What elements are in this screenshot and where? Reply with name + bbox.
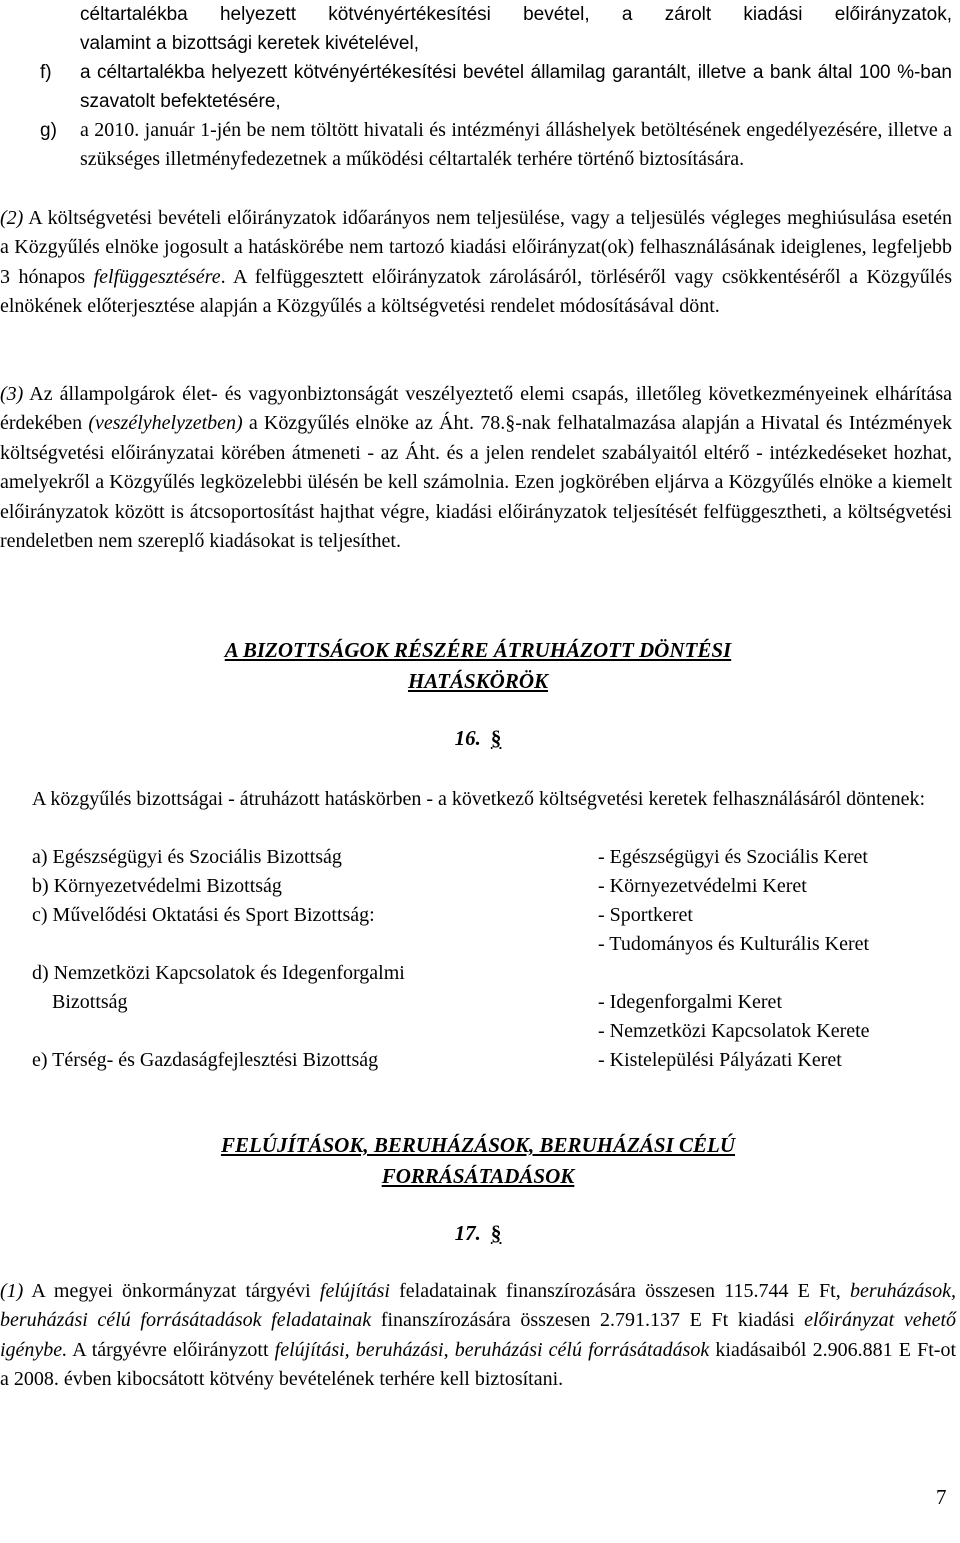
item-marker: g) [40,120,57,141]
item-marker: f) [40,62,52,83]
section-17-paragraph-1 [0,1277,956,1395]
budget-frame-name: - Tudományos és Kulturális Keret [598,933,870,955]
committee-row [32,1017,956,1046]
paragraph-2 [0,204,952,322]
text-segment-italic: felújítási, beruházási [274,1338,444,1361]
heading-line-2: FORRÁSÁTADÁSOK [381,1164,575,1188]
committee-row [32,843,956,872]
committee-row [32,930,956,959]
item-text: a céltartalékba helyezett kötvényértékesítési bevétel államilag garantált, illetve a bank által 100 %-ban szavatolt befektetésére, [80,62,952,113]
paragraph-text-a: A költségvetési bevételi előirányzatok időarányos nem teljesülése, vagy a teljesülés végleges meghiúsulása esetén a Közgyűlés elnöke jogosult a hatáskörébe nem tartozó kiadási előirányzat(ok) felhasználásának ideiglenes, legfeljebb 3 hónapos [0,207,952,288]
paragraph-number: (2) [0,207,24,229]
paragraph-number: (1) [0,1280,24,1302]
paragraph-text-italic: (veszélyhelyzetben) [88,412,243,435]
committee-name: e) Térség- és Gazdaságfejlesztési Bizottság [32,1049,379,1071]
section-number: 17. [454,1221,481,1245]
continuation-line-2: valamint a bizottsági keretek kivételével, [80,33,419,54]
paragraph-3 [0,380,952,556]
committee-name: a) Egészségügyi és Szociális Bizottság [32,846,342,868]
section-number-16 [0,724,956,753]
text-segment-italic: beruházások, beruházási célú forrásátadások feladatainak [0,1280,957,1332]
committee-row [32,959,956,988]
heading-line-2: HATÁSKÖRÖK [407,669,549,693]
section-16-intro: A közgyűlés bizottságai - átruházott hatáskörben - a következő költségvetési keretek felhasználásáról döntenek: [32,788,926,810]
committee-row [32,988,956,1017]
text-segment: A tárgyévre előirányzott [72,1338,269,1361]
page-number: 7 [936,1485,947,1509]
committee-name: c) Művelődési Oktatási és Sport Bizottság: [32,904,375,926]
budget-frame-name: - Egészségügyi és Szociális Keret [598,846,868,868]
section-symbol: § [490,1221,502,1245]
paragraph-2-text [0,204,952,322]
text-segment: finanszírozására összesen 2.791.137 E Ft kiadási [380,1309,795,1332]
paragraph-text-c: a Közgyűlés elnöke az Áht. 78.§-nak felhatalmazása alapján a Hivatal és Intézmények költségvetési előirányzatai körében átmeneti - az Áht. és a jelen rendelet szabályaitól eltérő - intézkedéseket hozhat, amelyekről a Közgyűlés legközelebbi ülésén be kell számolnia. Ezen jogkörében eljárva a Közgyűlés elnöke a kiemelt előirányzatok között is átcsoportosítást hajthat végre, kiadási előirányzatok teljesítését felfüggesztheti, a költségvetési rendeletben nem szereplő kiadásokat is teljesíthet. [0,412,952,553]
text-segment: A megyei önkormányzat tárgyévi [31,1280,311,1302]
text-segment: kiadásaiból 2.906.881 E Ft-ot a 2008. évben kibocsátott kötvény bevételének terhére kell biztosítani. [0,1338,957,1391]
section-heading-renovations [0,1130,956,1192]
list-item-f [40,58,952,117]
budget-frame-name: - Nemzetközi Kapcsolatok Kerete [598,1020,870,1042]
heading-line-1: A BIZOTTSÁGOK RÉSZÉRE ÁTRUHÁZOTT DÖNTÉSI [224,638,732,662]
section-heading-delegated-powers [0,635,956,697]
budget-frame-name: - Környezetvédelmi Keret [598,875,807,897]
committee-row [32,1046,956,1075]
paragraph-text-c: . A felfüggesztett előirányzatok zárolásáról, törléséről vagy csökkentéséről a Közgyűlés elnökének előterjesztése alapján a Közgyűlés a költségvetési rendelet módosításával dönt. [0,265,953,318]
committee-row [32,872,956,901]
section-symbol: § [490,726,502,750]
paragraph-text-a: Az állampolgárok élet- és vagyonbiztonságát veszélyeztető elemi csapás, illetőleg következményeinek elhárítása érdekében [0,383,952,435]
heading-line-1: FELÚJÍTÁSOK, BERUHÁZÁSOK, BERUHÁZÁSI CÉLÚ [220,1133,736,1157]
text-segment-italic: előirányzat vehető igénybe. [0,1309,957,1361]
section-number-17 [0,1219,956,1248]
budget-frame-name: - Idegenforgalmi Keret [598,991,782,1013]
continuation-line-1: céltartalékba helyezett kötvényértékesítési bevétel, a zárolt kiadási előirányzatok, [80,4,952,25]
text-segment-italic: beruházási célú forrásátadások [454,1338,710,1361]
text-segment-italic: felújítási [319,1280,390,1302]
committee-row [32,901,956,930]
committee-name: b) Környezetvédelmi Bizottság [32,875,282,897]
paragraph-number: (3) [0,383,24,405]
committee-name: d) Nemzetközi Kapcsolatok és Idegenforgalmi [32,962,405,984]
paragraph-3-text [0,380,952,556]
text-segment: feladatainak finanszírozására összesen 115.744 E Ft, [399,1280,841,1302]
section-number: 16. [454,726,481,750]
budget-frame-name: - Kistelepülési Pályázati Keret [598,1049,842,1071]
paragraph-text-italic: felfüggesztésére [93,265,221,288]
committee-name: Bizottság [32,991,128,1013]
item-text: a 2010. január 1-jén be nem töltött hivatali és intézményi álláshelyek betöltésének engedélyezésére, illetve a szükséges illetményfedezetnek a működési céltartalék terhére történő biztosítására. [80,119,952,171]
budget-frame-name: - Sportkeret [598,904,693,926]
list-item-g [40,116,952,175]
text-segment: , [443,1338,449,1361]
